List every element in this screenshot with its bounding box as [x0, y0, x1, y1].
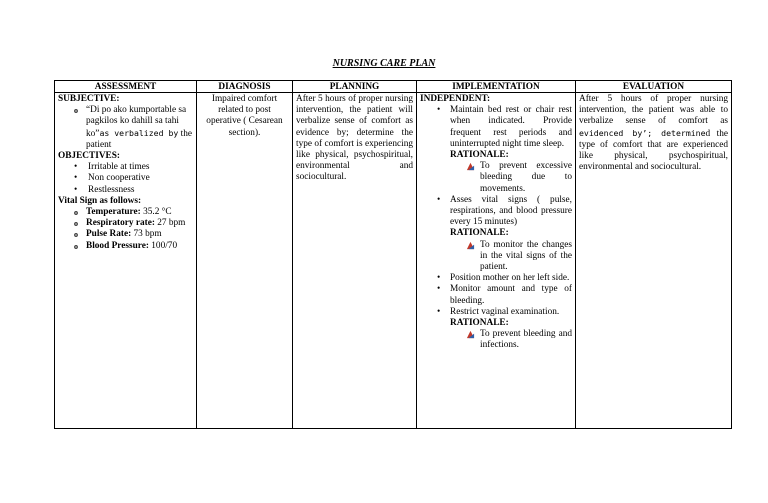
page-title: NURSING CARE PLAN	[332, 58, 436, 69]
header-diagnosis: DIAGNOSIS	[197, 81, 293, 93]
vital-label: Temperature:	[86, 207, 141, 218]
header-row	[55, 81, 732, 93]
rationale-item	[420, 329, 572, 351]
vital-value: 27 bpm	[157, 218, 186, 229]
subjective-verbalized: as verbalized by	[99, 127, 179, 138]
vital-value: 100/70	[151, 240, 178, 251]
header-evaluation: EVALUATION	[576, 81, 732, 93]
intervention-item	[420, 284, 572, 306]
intervention-text: • Position mother on her left side.	[450, 273, 570, 284]
evaluation-cell	[576, 93, 732, 429]
rationale-label: RATIONALE:	[450, 228, 509, 239]
implementation-list	[420, 273, 572, 318]
arrow-marker-icon	[466, 241, 475, 250]
subjective-label: SUBJECTIVE:	[58, 94, 120, 104]
intervention-text: • Monitor amount and type of bleeding.	[450, 284, 572, 306]
header-assessment: ASSESSMENT	[55, 81, 197, 93]
arrow-marker-icon	[466, 330, 475, 339]
header-planning: PLANNING	[293, 81, 417, 93]
vital-item-pulse	[58, 229, 193, 240]
implementation-list	[420, 195, 572, 229]
evaluation-text-evidenced: evidenced by’; determine	[579, 127, 706, 138]
intervention-text: • Maintain bed rest or chair rest when indicated. Provide frequent rest periods and uninterrupted night time sleep.	[450, 105, 572, 149]
arrow-marker-icon	[466, 162, 475, 171]
content-row	[55, 93, 732, 429]
vital-item-respiratory	[58, 218, 193, 229]
rationale-text: To monitor the changes in the vital signs of the patient.	[480, 239, 572, 273]
intervention-item	[420, 105, 572, 150]
vital-label: Respiratory rate:	[86, 218, 155, 229]
subjective-list	[58, 105, 193, 151]
nursing-care-plan-table	[54, 80, 732, 429]
objective-item: • Non cooperative	[58, 173, 193, 184]
subjective-tail: the patient	[86, 128, 192, 150]
planning-cell	[293, 93, 417, 429]
intervention-item	[420, 195, 572, 229]
objectives-label: OBJECTIVES:	[58, 151, 120, 162]
intervention-item	[420, 307, 572, 318]
objective-item: • Restlessness	[58, 185, 193, 196]
independent-label: INDEPENDENT:	[420, 94, 491, 104]
vital-item-blood-pressure	[58, 241, 193, 252]
implementation-cell	[417, 93, 576, 429]
planning-text: After 5 hours of proper nursing intervention, the patient will verbalize sense of comfort as evidence by; determine the type of comfort is experiencing like physical, psychospiritual, environmental and sociocultural.	[296, 94, 413, 183]
rationale-text: To prevent bleeding and infections.	[480, 329, 572, 351]
vital-label: Blood Pressure:	[86, 240, 149, 251]
subjective-item	[58, 105, 193, 151]
rationale-text: To prevent excessive bleeding due to movements.	[480, 161, 572, 194]
objectives-list	[58, 162, 193, 196]
objective-item: • Irritable at times	[58, 162, 193, 173]
vital-label: Pulse Rate:	[86, 229, 132, 240]
vitals-list	[58, 207, 193, 252]
vital-value: 35.2 °C	[143, 207, 172, 218]
rationale-item	[420, 240, 572, 274]
vital-signs-label: Vital Sign as follows:	[58, 195, 142, 206]
implementation-list	[420, 105, 572, 150]
rationale-item	[420, 161, 572, 195]
subjective-quote: “Di po ako kumportable sa pagkilos ko dahill sa tahi ko”	[86, 105, 187, 139]
intervention-text: • Restrict vaginal examination.	[450, 306, 560, 317]
intervention-item	[420, 273, 572, 284]
vital-item-temperature	[58, 207, 193, 218]
diagnosis-cell	[197, 93, 293, 429]
diagnosis-text: Impaired comfort related to post operative ( Cesarean section).	[206, 94, 283, 138]
vital-value: 73 bpm	[133, 229, 162, 240]
evaluation-text-rest: d the type of comfort that are experienced like physical, psychospiritual, environmental and sociocultural.	[579, 128, 728, 173]
rationale-label: RATIONALE:	[450, 318, 509, 329]
header-implementation: IMPLEMENTATION	[417, 81, 576, 93]
assessment-cell	[55, 93, 197, 429]
evaluation-text: After 5 hours of proper nursing intervention, the patient was able to verbalize sense of comfort as	[579, 94, 728, 127]
intervention-text: • Asses vital signs ( pulse, respirations, and blood pressure every 15 minutes)	[450, 194, 572, 228]
rationale-label: RATIONALE:	[450, 150, 509, 161]
